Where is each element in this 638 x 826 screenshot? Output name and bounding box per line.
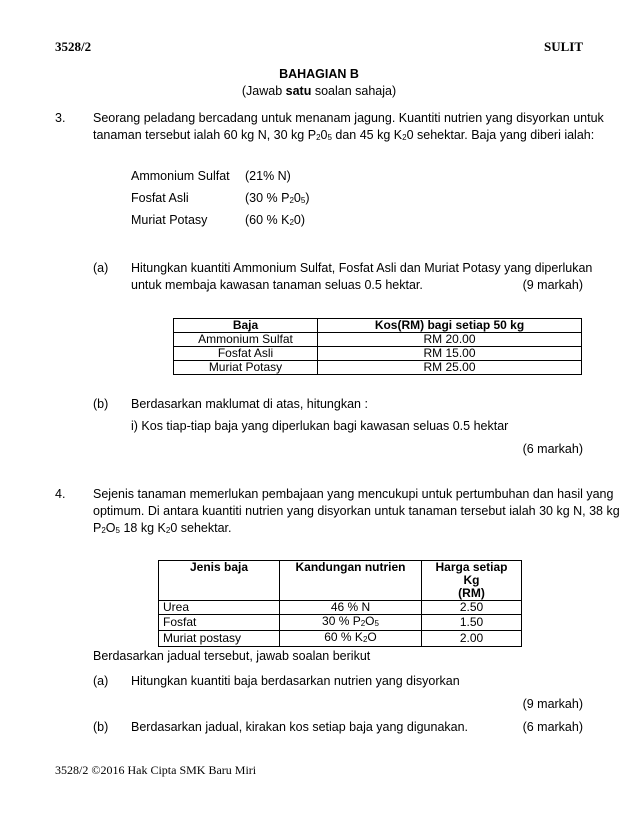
q4b-marks: (6 markah) (522, 720, 583, 734)
table-row (159, 615, 522, 631)
q4-fertilizer-table (158, 560, 522, 647)
table-row (174, 361, 582, 375)
table-header-row (159, 561, 522, 601)
table-row (174, 347, 582, 361)
table-cell: 2.00 (422, 631, 522, 647)
table-cell: Muriat Potasy (174, 361, 318, 375)
footer-copyright: 3528/2 ©2016 Hak Cipta SMK Baru Miri (55, 763, 257, 777)
section-instruction: (Jawab satu soalan sahaja) (241, 84, 397, 98)
table-row (159, 631, 522, 647)
fertilizer-content: (60 % $K_20$) (245, 213, 306, 227)
q4-intro: Berdasarkan jadual tersebut, jawab soalan berikut (93, 649, 371, 663)
table-header-cell: Jenis baja (159, 561, 280, 601)
fertilizer-name: Ammonium Sulfat (131, 169, 230, 183)
q4b-text: Berdasarkan jadual, kirakan kos setiap baja yang digunakan. (131, 720, 469, 734)
table-header-cell: Kandungan nutrien (280, 561, 422, 601)
q4a-label: (a) (93, 674, 109, 688)
table-cell: 46 % N (280, 601, 422, 615)
q3a-marks: (9 markah) (522, 278, 583, 292)
table-row (159, 601, 522, 615)
table-cell: Urea (159, 601, 280, 615)
q3b-line2: i) Kos tiap-tiap baja yang diperlukan bagi kawasan seluas 0.5 hektar (131, 419, 509, 433)
header-sulit: SULIT (543, 39, 583, 54)
table-header-cell: Kos(RM) bagi setiap 50 kg (318, 319, 582, 333)
fertilizer-content: (30 % $P_20_5$) (245, 191, 310, 205)
table-header-row (174, 319, 582, 333)
table-cell: 60 % $K_2O$ (280, 631, 422, 647)
q3-cost-table (173, 318, 582, 375)
q4b-label: (b) (93, 720, 109, 734)
header-code: 3528/2 (55, 39, 92, 54)
table-header-cell: Harga setiap Kg (RM) (422, 561, 522, 601)
table-header-cell: Baja (174, 319, 318, 333)
table-cell: 2.50 (422, 601, 522, 615)
table-cell: Muriat postasy (159, 631, 280, 647)
q4-number: 4. (55, 487, 66, 501)
q3-number: 3. (55, 111, 66, 125)
q3a-label: (a) (93, 261, 109, 275)
q4-line2: optimum. Di antara kuantiti nutrien yang disyorkan untuk tanaman tersebut ialah 30 kg N, 38 kg (93, 504, 620, 518)
table-cell: 1.50 (422, 615, 522, 631)
q3a-line2: untuk membaja kawasan tanaman seluas 0.5 hektar. (131, 278, 423, 292)
table-cell: RM 20.00 (318, 333, 582, 347)
q4-line3: $P_2O_5$ 18 kg $K_20$ sehektar. (93, 521, 232, 535)
table-row (174, 333, 582, 347)
q3b-line1: Berdasarkan maklumat di atas, hitungkan : (131, 397, 368, 411)
table-cell: Fosfat (159, 615, 280, 631)
q3-line1: Seorang peladang bercadang untuk menanam jagung. Kuantiti nutrien yang disyorkan untuk (93, 111, 604, 125)
fertilizer-content: (21% N) (245, 169, 291, 183)
table-cell: 30 % $P_2O_5$ (280, 615, 422, 631)
q3a-line1: Hitungkan kuantiti Ammonium Sulfat, Fosfat Asli dan Muriat Potasy yang diperlukan (131, 261, 593, 275)
table-cell: Ammonium Sulfat (174, 333, 318, 347)
q3b-label: (b) (93, 397, 109, 411)
fertilizer-name: Fosfat Asli (131, 191, 189, 205)
q4a-marks: (9 markah) (522, 697, 583, 711)
q4a-text: Hitungkan kuantiti baja berdasarkan nutrien yang disyorkan (131, 674, 460, 688)
q4-line1: Sejenis tanaman memerlukan pembajaan yang mencukupi untuk pertumbuhan dan hasil yang (93, 487, 614, 501)
fertilizer-name: Muriat Potasy (131, 213, 208, 227)
table-cell: RM 15.00 (318, 347, 582, 361)
section-title: BAHAGIAN B (279, 67, 359, 81)
table-cell: RM 25.00 (318, 361, 582, 375)
q3b-marks: (6 markah) (522, 442, 583, 456)
q3-line2: tanaman tersebut ialah 60 kg N, 30 kg $P_20_5$ dan 45 kg $K_20$ sehektar. Baja yang diberi ialah: (93, 128, 595, 142)
table-cell: Fosfat Asli (174, 347, 318, 361)
